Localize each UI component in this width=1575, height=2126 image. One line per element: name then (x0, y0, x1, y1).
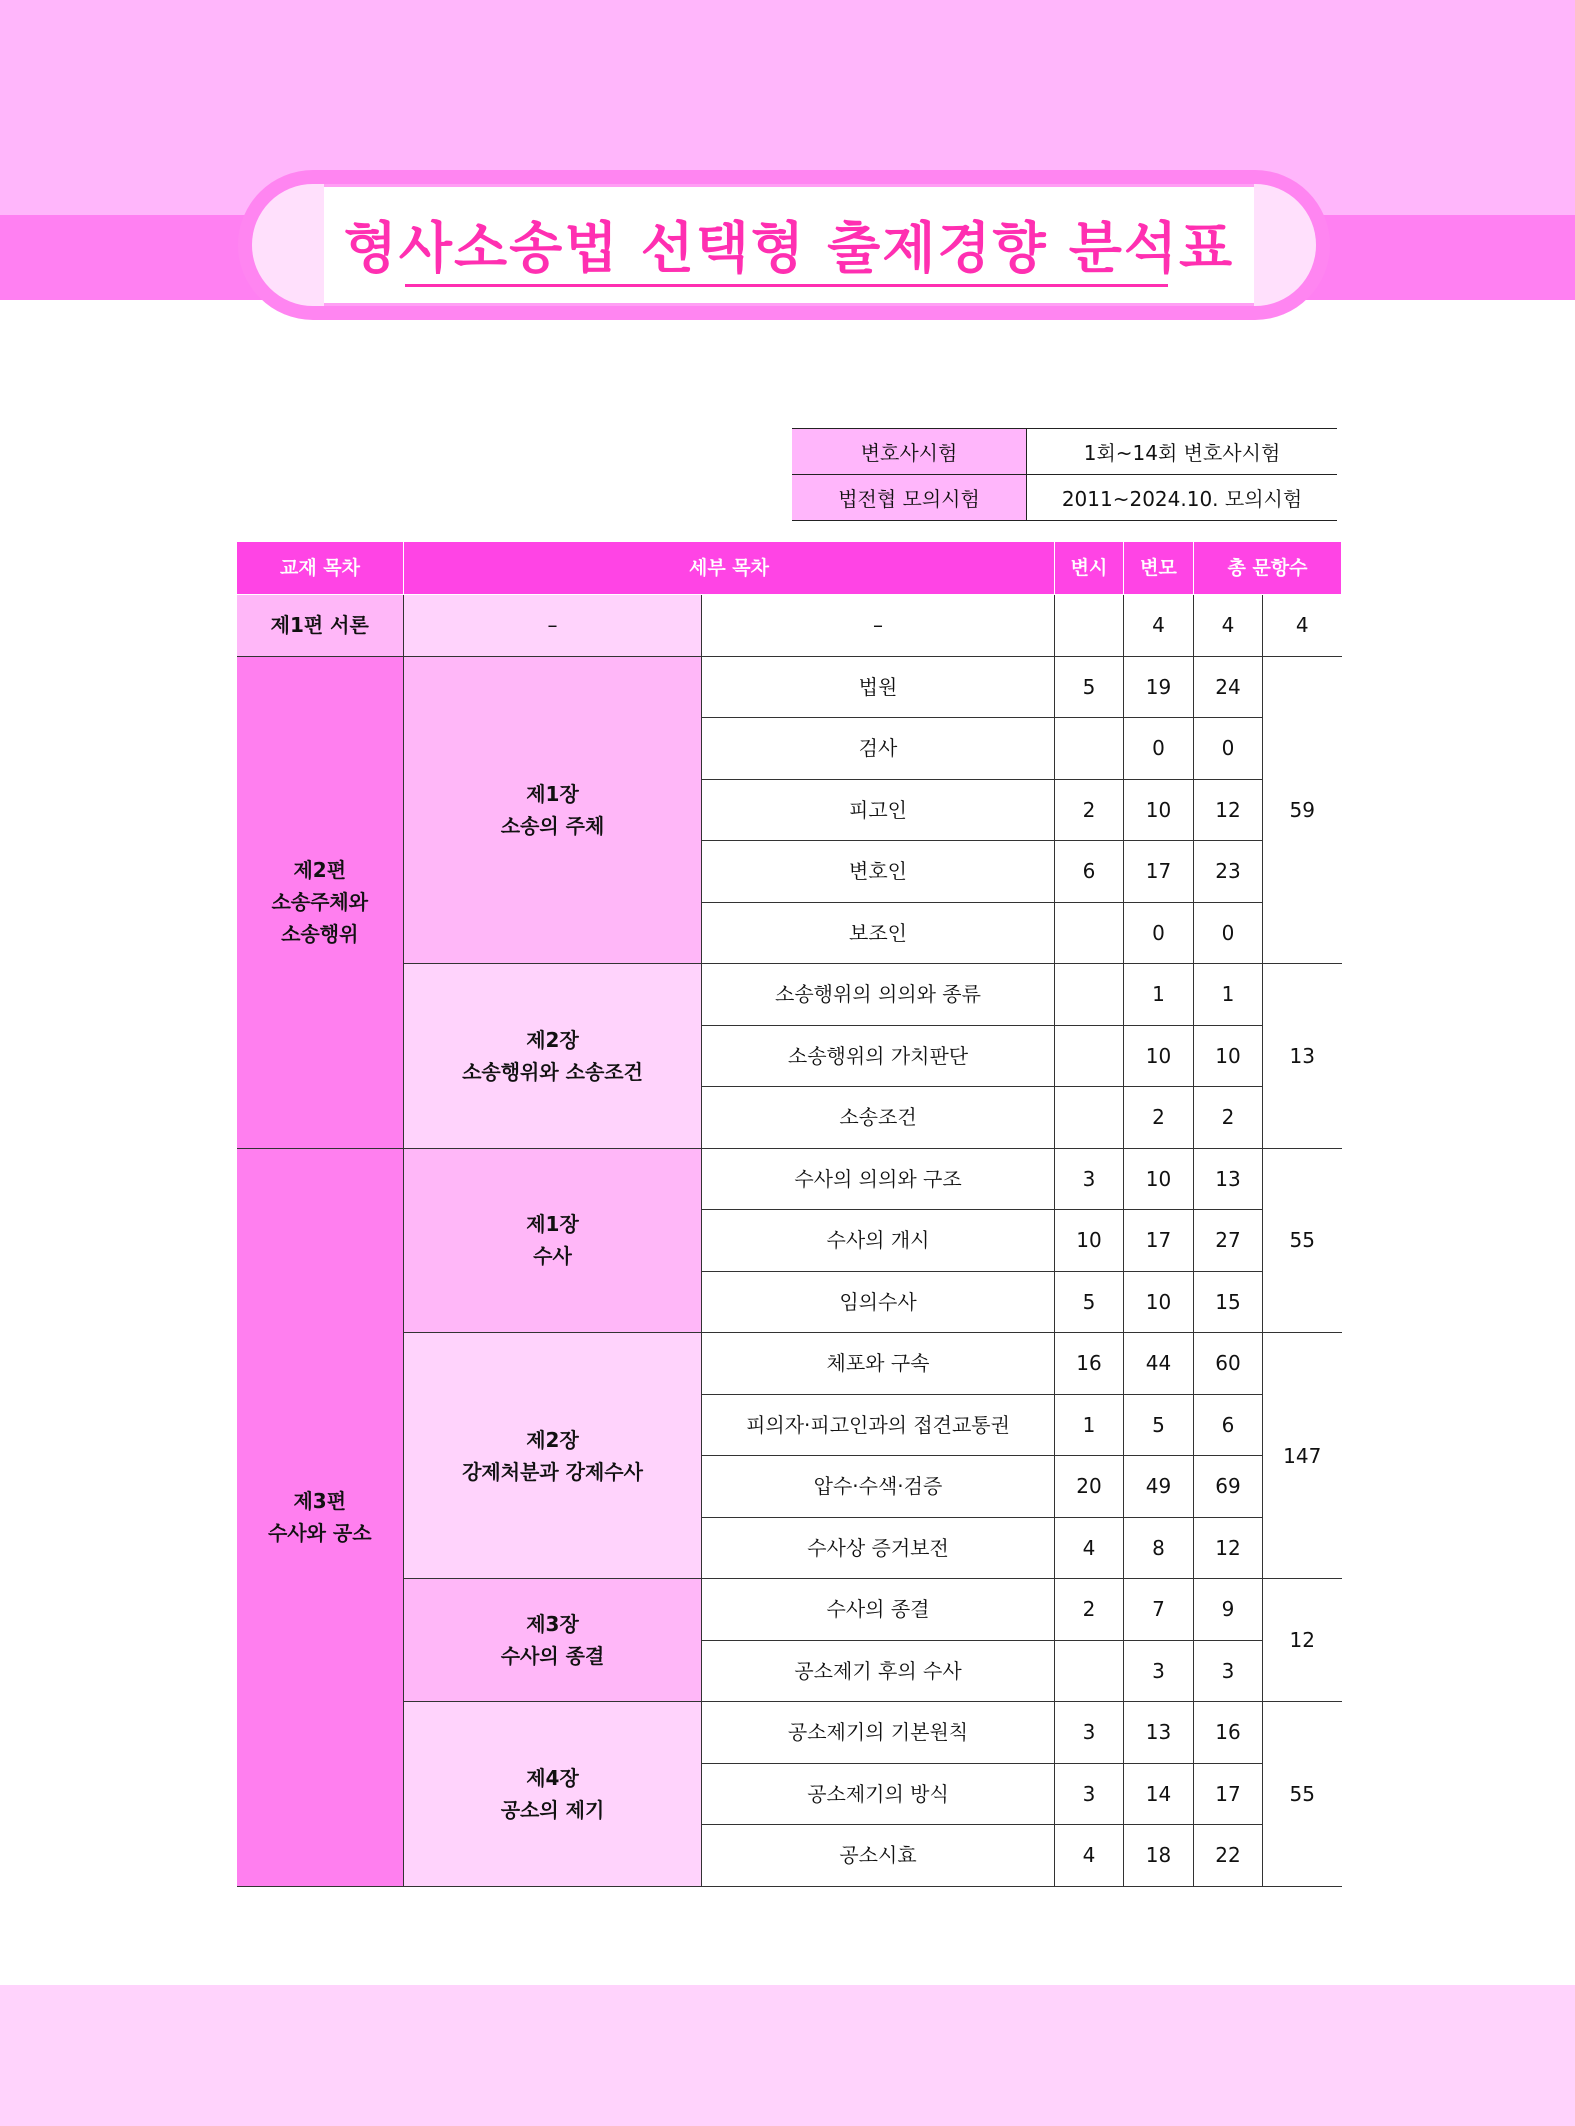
bar-cell: 4 (1055, 1825, 1124, 1887)
mock-cell: 19 (1124, 656, 1194, 718)
topic-cell: 공소시효 (702, 1825, 1055, 1887)
topic-cell: 법원 (702, 656, 1055, 718)
topic-cell: 변호인 (702, 841, 1055, 903)
bar-cell: 5 (1055, 656, 1124, 718)
table-row (237, 656, 1342, 718)
sum-cell: 15 (1194, 1271, 1263, 1333)
bottom-band (0, 1985, 1575, 2126)
chapter-cell: 제3장 수사의 종결 (404, 1579, 702, 1702)
mock-cell: 17 (1124, 1210, 1194, 1272)
bar-cell: 3 (1055, 1763, 1124, 1825)
total-cell: 12 (1263, 1579, 1342, 1702)
sum-cell: 9 (1194, 1579, 1263, 1641)
mock-cell: 4 (1124, 595, 1194, 657)
sum-cell: 17 (1194, 1763, 1263, 1825)
topic-cell: 피의자·피고인과의 접견교통권 (702, 1394, 1055, 1456)
sum-cell: 22 (1194, 1825, 1263, 1887)
sum-cell: 23 (1194, 841, 1263, 903)
bar-cell: 5 (1055, 1271, 1124, 1333)
legend-key: 법전협 모의시험 (792, 475, 1027, 521)
title-underline (405, 284, 1168, 287)
mock-cell: 49 (1124, 1456, 1194, 1518)
topic-cell: 소송조건 (702, 1087, 1055, 1149)
total-cell: 59 (1263, 656, 1342, 964)
bar-cell: 16 (1055, 1333, 1124, 1395)
topic-cell: 소송행위의 의의와 종류 (702, 964, 1055, 1026)
part-cell: 제2편 소송주체와 소송행위 (237, 656, 404, 1148)
total-cell: 55 (1263, 1148, 1342, 1333)
mock-cell: 13 (1124, 1702, 1194, 1764)
topic-cell: 공소제기 후의 수사 (702, 1640, 1055, 1702)
topic-cell: 수사의 종결 (702, 1579, 1055, 1641)
header-mock-exam: 변모 (1124, 542, 1194, 595)
mock-cell: 10 (1124, 779, 1194, 841)
bar-cell (1055, 595, 1124, 657)
table-row (237, 1148, 1342, 1210)
header-bar-exam: 변시 (1055, 542, 1124, 595)
sum-cell: 3 (1194, 1640, 1263, 1702)
part-cell: 제1편 서론 (237, 595, 404, 657)
sum-cell: 16 (1194, 1702, 1263, 1764)
topic-cell: 보조인 (702, 902, 1055, 964)
total-cell: 55 (1263, 1702, 1342, 1887)
sum-cell: 6 (1194, 1394, 1263, 1456)
sum-cell: 10 (1194, 1025, 1263, 1087)
part-cell: 제3편 수사와 공소 (237, 1148, 404, 1886)
topic-cell: 임의수사 (702, 1271, 1055, 1333)
bar-cell: 10 (1055, 1210, 1124, 1272)
legend-key: 변호사시험 (792, 429, 1027, 475)
topic-cell: 소송행위의 가치판단 (702, 1025, 1055, 1087)
bar-cell: 1 (1055, 1394, 1124, 1456)
chapter-cell: 제1장 소송의 주체 (404, 656, 702, 964)
topic-cell: 체포와 구속 (702, 1333, 1055, 1395)
sum-cell: 2 (1194, 1087, 1263, 1149)
bar-cell (1055, 1025, 1124, 1087)
legend-table (792, 428, 1337, 521)
mock-cell: 17 (1124, 841, 1194, 903)
sum-cell: 12 (1194, 779, 1263, 841)
topic-cell: 수사상 증거보전 (702, 1517, 1055, 1579)
mock-cell: 10 (1124, 1271, 1194, 1333)
chapter-cell: 제4장 공소의 제기 (404, 1702, 702, 1887)
mock-cell: 44 (1124, 1333, 1194, 1395)
bar-cell (1055, 1640, 1124, 1702)
bar-cell: 6 (1055, 841, 1124, 903)
topic-cell: 수사의 의의와 구조 (702, 1148, 1055, 1210)
mock-cell: 10 (1124, 1148, 1194, 1210)
chapter-cell: – (404, 595, 702, 657)
legend-value: 2011~2024.10. 모의시험 (1027, 475, 1338, 521)
bar-cell (1055, 718, 1124, 780)
sum-cell: 4 (1194, 595, 1263, 657)
topic-cell: 피고인 (702, 779, 1055, 841)
bar-cell (1055, 902, 1124, 964)
mock-cell: 7 (1124, 1579, 1194, 1641)
legend-value: 1회~14회 변호사시험 (1027, 429, 1338, 475)
legend-row (792, 475, 1337, 521)
bar-cell (1055, 1087, 1124, 1149)
topic-cell: 공소제기의 기본원칙 (702, 1702, 1055, 1764)
sum-cell: 1 (1194, 964, 1263, 1026)
bar-cell: 3 (1055, 1148, 1124, 1210)
bar-cell: 2 (1055, 1579, 1124, 1641)
topic-cell: – (702, 595, 1055, 657)
total-cell: 13 (1263, 964, 1342, 1149)
topic-cell: 공소제기의 방식 (702, 1763, 1055, 1825)
header-total: 총 문항수 (1194, 542, 1342, 595)
mock-cell: 5 (1124, 1394, 1194, 1456)
mock-cell: 0 (1124, 718, 1194, 780)
sum-cell: 0 (1194, 902, 1263, 964)
header-toc: 교재 목차 (237, 542, 404, 595)
mock-cell: 18 (1124, 1825, 1194, 1887)
sum-cell: 60 (1194, 1333, 1263, 1395)
sum-cell: 0 (1194, 718, 1263, 780)
mock-cell: 3 (1124, 1640, 1194, 1702)
topic-cell: 수사의 개시 (702, 1210, 1055, 1272)
mock-cell: 8 (1124, 1517, 1194, 1579)
total-cell: 147 (1263, 1333, 1342, 1579)
sum-cell: 13 (1194, 1148, 1263, 1210)
bar-cell: 20 (1055, 1456, 1124, 1518)
total-cell: 4 (1263, 595, 1342, 657)
bar-cell: 4 (1055, 1517, 1124, 1579)
chapter-cell: 제1장 수사 (404, 1148, 702, 1333)
header-detail: 세부 목차 (404, 542, 1055, 595)
analysis-table (236, 541, 1342, 1887)
topic-cell: 검사 (702, 718, 1055, 780)
chapter-cell: 제2장 강제처분과 강제수사 (404, 1333, 702, 1579)
mock-cell: 1 (1124, 964, 1194, 1026)
page-title: 형사소송법 선택형 출제경향 분석표 (343, 215, 1235, 280)
sum-cell: 27 (1194, 1210, 1263, 1272)
sum-cell: 24 (1194, 656, 1263, 718)
topic-cell: 압수·수색·검증 (702, 1456, 1055, 1518)
table-header-row (237, 542, 1342, 595)
bar-cell (1055, 964, 1124, 1026)
mock-cell: 2 (1124, 1087, 1194, 1149)
legend-row (792, 429, 1337, 475)
sum-cell: 12 (1194, 1517, 1263, 1579)
mock-cell: 14 (1124, 1763, 1194, 1825)
mock-cell: 0 (1124, 902, 1194, 964)
sum-cell: 69 (1194, 1456, 1263, 1518)
table-row (237, 595, 1342, 657)
bar-cell: 3 (1055, 1702, 1124, 1764)
mock-cell: 10 (1124, 1025, 1194, 1087)
bar-cell: 2 (1055, 779, 1124, 841)
chapter-cell: 제2장 소송행위와 소송조건 (404, 964, 702, 1149)
